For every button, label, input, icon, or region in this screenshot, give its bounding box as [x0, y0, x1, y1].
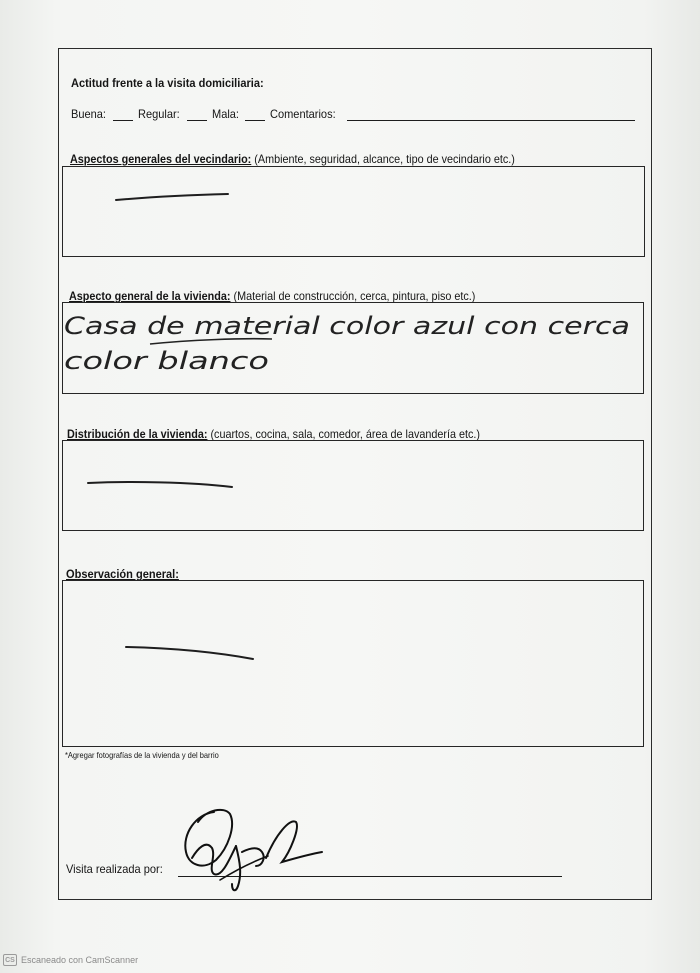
- comentarios-blank[interactable]: [347, 120, 635, 121]
- neighborhood-heading: [70, 152, 515, 166]
- visit-label: Visita realizada por:: [66, 862, 163, 876]
- distribution-heading: [67, 427, 480, 441]
- signature-line[interactable]: [178, 876, 562, 877]
- observation-box[interactable]: [62, 580, 644, 747]
- dwelling-title: Aspecto general de la vivienda:: [69, 289, 231, 303]
- neighborhood-hint: (Ambiente, seguridad, alcance, tipo de vecindario etc.): [254, 152, 515, 166]
- neighborhood-box[interactable]: [62, 166, 645, 257]
- buena-blank[interactable]: [113, 120, 133, 121]
- attitude-title: Actitud frente a la visita domiciliaria:: [71, 76, 264, 90]
- dwelling-heading: [69, 289, 475, 303]
- mala-label: Mala:: [212, 107, 239, 121]
- neighborhood-title: Aspectos generales del vecindario:: [70, 152, 252, 166]
- scanner-footer: [3, 954, 138, 966]
- distribution-title: Distribución de la vivienda:: [67, 427, 208, 441]
- regular-blank[interactable]: [187, 120, 207, 121]
- buena-label: Buena:: [71, 107, 107, 121]
- dwelling-handwriting-line1: Casa de material color azul con cerca: [64, 312, 630, 340]
- dwelling-box[interactable]: [62, 302, 644, 394]
- mala-blank[interactable]: [245, 120, 265, 121]
- distribution-hint: (cuartos, cocina, sala, comedor, área de lavandería etc.): [210, 427, 481, 441]
- footnote: *Agregar fotografías de la vivienda y del barrio: [65, 750, 219, 760]
- camscanner-logo-icon: CS: [3, 954, 17, 966]
- distribution-box[interactable]: [62, 440, 644, 531]
- regular-label: Regular:: [138, 107, 180, 121]
- scanner-footer-text: Escaneado con CamScanner: [21, 955, 139, 965]
- dwelling-handwriting-line2: color blanco: [64, 347, 269, 375]
- dwelling-hint: (Material de construcción, cerca, pintura, piso etc.): [233, 289, 476, 303]
- observation-title: Observación general:: [66, 567, 179, 581]
- comentarios-label: Comentarios:: [270, 107, 336, 121]
